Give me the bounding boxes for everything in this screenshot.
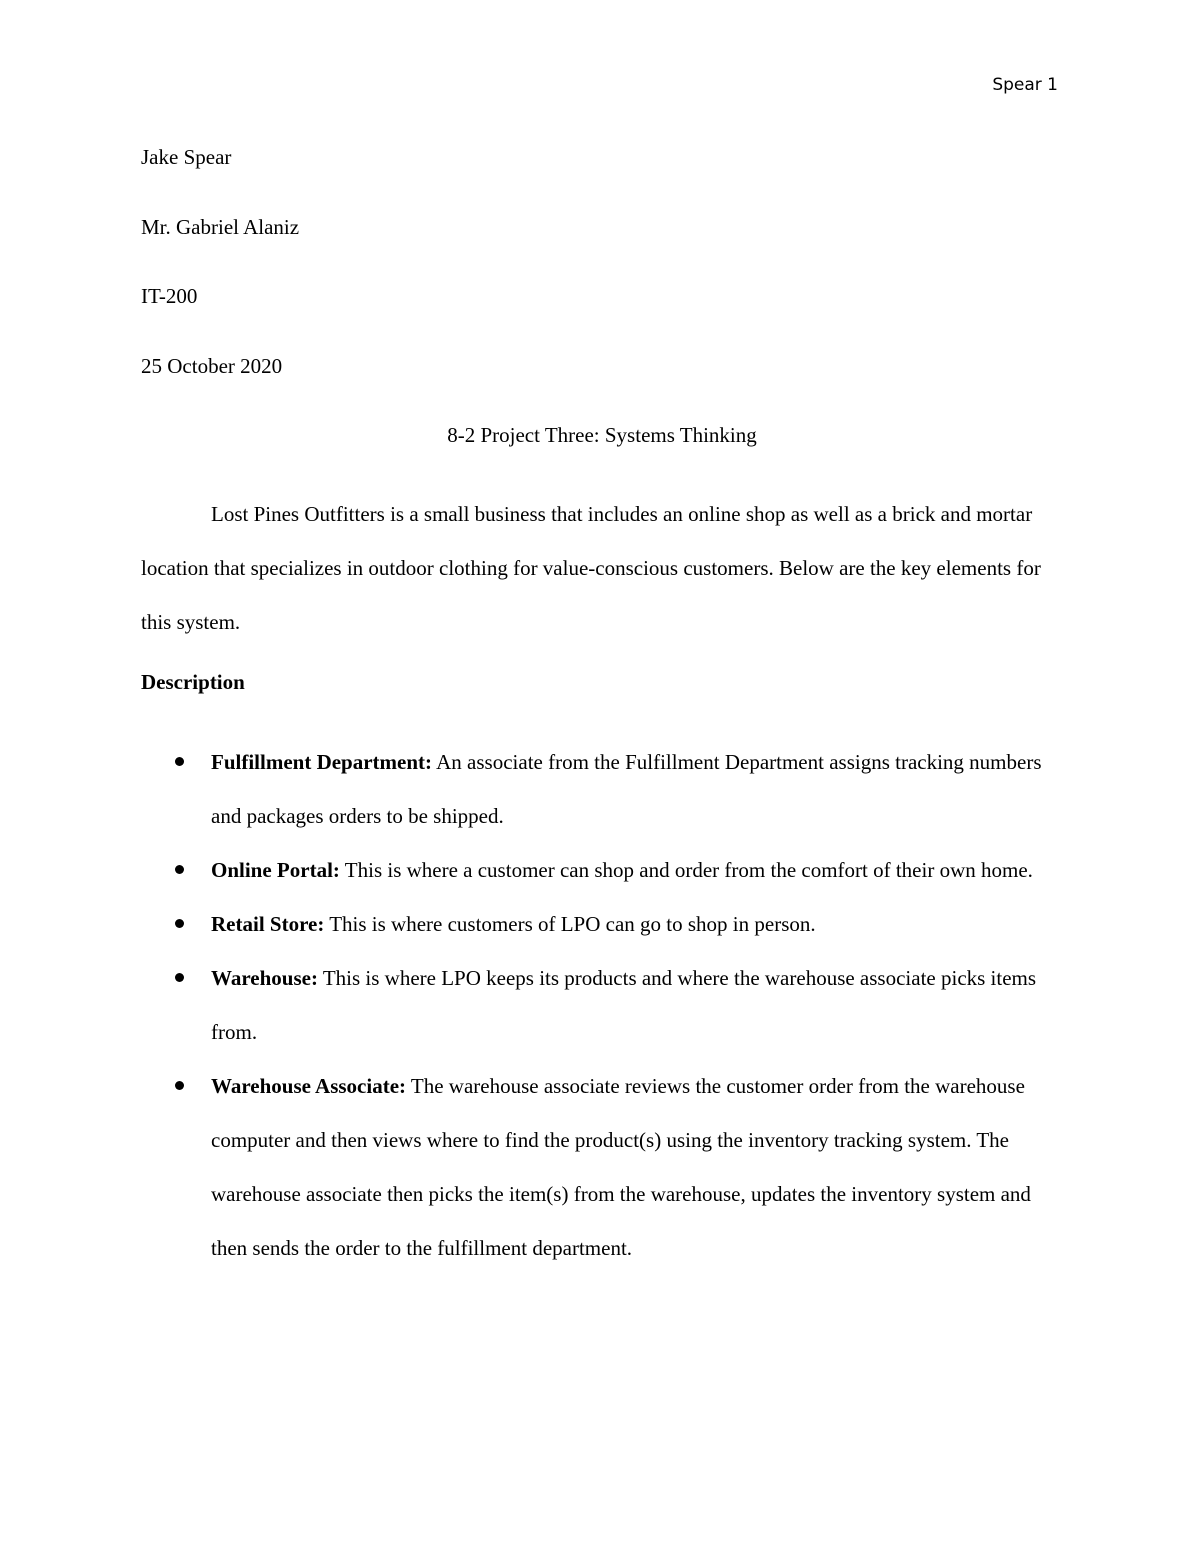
- intro-paragraph: Lost Pines Outfitters is a small business that includes an online shop as well as a brick and mortar location that specializes in outdoor clothing for value-conscious customers. Below are the key elements for this system.: [141, 502, 1041, 634]
- list-item-term: Retail Store:: [211, 912, 325, 936]
- document-date: 25 October 2020: [141, 353, 283, 378]
- bullet-icon: [175, 1081, 184, 1090]
- course-code: IT-200: [141, 284, 198, 308]
- list-item-text: This is where LPO keeps its products and where the warehouse associate picks items from.: [211, 966, 1037, 1044]
- running-head: Spear 1: [992, 75, 1058, 95]
- student-name: Jake Spear: [141, 145, 232, 169]
- list-item: [141, 843, 1063, 897]
- instructor-name: Mr. Gabriel Alaniz: [141, 214, 300, 239]
- list-item-text: An associate from the Fulfillment Department assigns tracking numbers and packages orders to be shipped.: [211, 750, 1042, 828]
- list-item: [141, 897, 1063, 951]
- list-item-text: This is where customers of LPO can go to shop in person.: [324, 912, 816, 936]
- list-item-text: This is where a customer can shop and order from the comfort of their own home.: [339, 858, 1033, 882]
- bullet-icon: [175, 919, 184, 928]
- list-item: [141, 951, 1063, 1059]
- list-item-term: Warehouse Associate:: [211, 1074, 407, 1098]
- document-body: [141, 140, 1063, 1275]
- list-item: [141, 735, 1063, 843]
- list-item-term: Warehouse:: [211, 966, 318, 990]
- bullet-icon: [175, 973, 184, 982]
- bullet-icon: [175, 757, 184, 766]
- list-item-text: The warehouse associate reviews the customer order from the warehouse computer and then views where to find the product(s) using the inventory tracking system. The warehouse associate then picks the item(s) from the warehouse, updates the inventory system and then sends the order to the fulfillment department.: [211, 1074, 1031, 1260]
- section-heading-description: Description: [141, 670, 245, 694]
- bullet-icon: [175, 865, 184, 874]
- list-item-term: Fulfillment Department:: [211, 750, 433, 774]
- description-list: [141, 735, 1063, 1275]
- list-item-term: Online Portal:: [211, 858, 340, 882]
- document-title: 8-2 Project Three: Systems Thinking: [447, 423, 757, 447]
- list-item: [141, 1059, 1063, 1275]
